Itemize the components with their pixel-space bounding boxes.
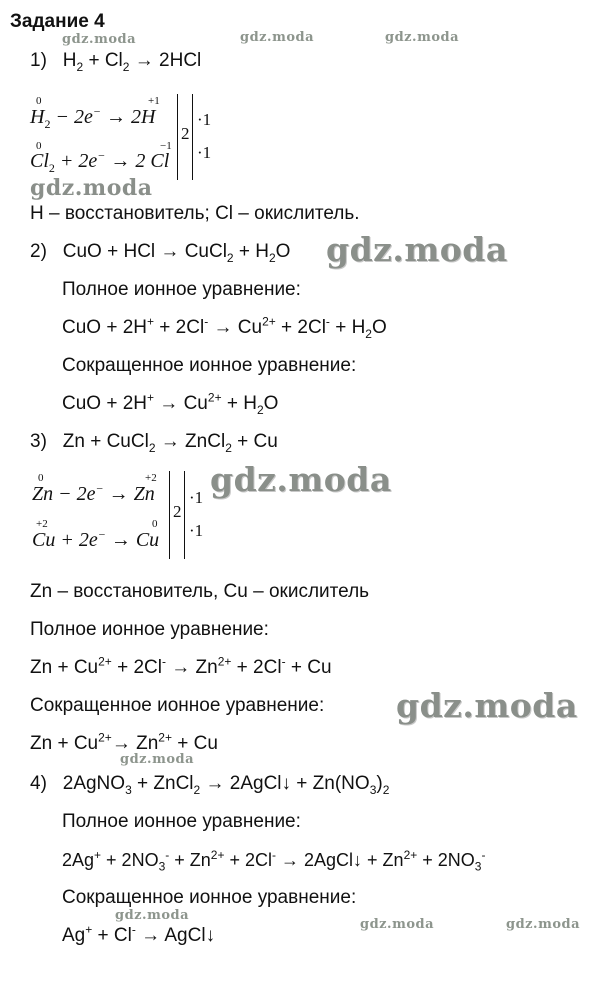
solution-page: Задание 4 1) $H_2 + Cl_2 \to 2HCl$ 0 +1 $H_2 - 2e^- \to 2H$ 0 −1 $Cl_2 + 2e^- \to 2$ Cl 2 ·1 ·1 H – восстановитель; Cl – окислитель. 2) CuO + HCl → CuCl$_2$ + $H_2O$ Полное ионное уравнение: CuO + $2H^+ + 2Cl^- \to Cu^{2+} + 2Cl^- + H_2O$ Сокращенное ионное уравнение: CuO + $2H^+ \to Cu^{2+} + H_2O$ 3) Zn + CuCl$_2$ → ZnCl$_2$ + Cu 0 +2 Zn − 2e− → Zn +2 0 Cu + 2e− → Cu 2 ·1 ·1 Zn – восстановитель, Cu – окислитель Полное ионное уравнение: $Zn + Cu^{2+} + 2Cl^- \to Zn^{2+} + 2Cl^- + Cu$ Сокращенное ионное уравнение: $Zn + Cu^{2+}\to Zn^{2+} + Cu$ 4) 2AgNO$_3$ + ZnCl$_2$ → 2AgCl↓ + $Zn(NO_3)_2$ Полное ионное уравнение: $2Ag^+ + 2NO_3^- + Zn^{2+} + 2Cl^-$ → 2AgCl↓ + $Zn^{2+} + 2NO_3^-$ Сокращенное ионное уравнение: Ag+ + Cl- → AgCl↓ gdz.moda gdz.moda gdz.moda gdz.moda gdz.moda gdz.moda gdz.moda gdz.moda gdz.moda gdz.moda gdz.moda <box>10 11 581 946</box>
task-3-roles: Zn – восстановитель, Cu – окислитель <box>30 581 370 602</box>
task-2-full-label: Полное ионное уравнение: <box>62 279 301 300</box>
task-4-short-ionic: Ag+ + Cl- → AgCl↓ <box>62 922 216 946</box>
task-1-number: 1) <box>30 50 47 71</box>
balance-lcm: 2 <box>173 502 182 521</box>
task-4-full-label: Полное ионное уравнение: <box>62 811 301 832</box>
watermark: gdz.moda <box>385 30 460 45</box>
watermark: gdz.moda <box>210 460 392 499</box>
watermark: gdz.moda <box>360 917 435 932</box>
task-3-number: 3) <box>30 431 47 452</box>
watermark: gdz.moda <box>326 230 508 269</box>
page-title: Задание 4 <box>10 11 105 32</box>
balance-row-oxidation: Zn − 2e− → Zn <box>32 481 155 505</box>
balance-divider <box>169 471 170 559</box>
task-4-equation: 4) 2AgNO$_3$ + ZnCl$_2$ → 2AgCl↓ + $Zn(NO_3)_2$ <box>30 773 390 797</box>
task-4-full-ionic: $2Ag^+ + 2NO_3^- + Zn^{2+} + 2Cl^-$ → 2AgCl↓ + $Zn^{2+} + 2NO_3^-$ <box>62 848 486 874</box>
watermark: gdz.moda <box>396 686 578 725</box>
task-3-full-label: Полное ионное уравнение: <box>30 619 269 640</box>
balance-row-reduction: $Cl_2 + 2e^- \to 2$ Cl <box>30 148 170 175</box>
task-4-number: 4) <box>30 773 47 794</box>
balance-lcm: 2 <box>181 124 190 143</box>
watermark: gdz.moda <box>506 917 581 932</box>
task-2-full-ionic: CuO + $2H^+ + 2Cl^- \to Cu^{2+} + 2Cl^- + H_2O$ <box>62 314 387 341</box>
task-1-roles: H – восстановитель; Cl – окислитель. <box>30 203 360 224</box>
balance-divider <box>192 94 193 180</box>
task-4-short-label: Сокращенное ионное уравнение: <box>62 887 357 908</box>
balance-divider <box>184 471 185 559</box>
watermark: gdz.moda <box>62 32 137 47</box>
balance-row-reduction: Cu + 2e− → Cu <box>32 527 160 551</box>
task-2-short-ionic: CuO + $2H^+ \to Cu^{2+} + H_2O$ <box>62 390 279 417</box>
balance-divider <box>177 94 178 180</box>
watermark: gdz.moda <box>120 752 195 767</box>
task-3-full-ionic: $Zn + Cu^{2+} + 2Cl^- \to Zn^{2+} + 2Cl^- + Cu$ <box>30 654 332 678</box>
task-2-equation: 2) CuO + HCl → CuCl$_2$ + $H_2O$ <box>30 241 291 265</box>
task-1-equation: 1) $H_2 + Cl_2 \to 2HCl$ <box>30 50 202 74</box>
watermark: gdz.moda <box>240 30 315 45</box>
task-3-short-ionic: $Zn + Cu^{2+}\to Zn^{2+} + Cu$ <box>30 730 218 754</box>
task-2-number: 2) <box>30 241 47 262</box>
watermark: gdz.moda <box>30 175 153 201</box>
task-3-equation: 3) Zn + CuCl$_2$ → ZnCl$_2$ + Cu <box>30 431 278 455</box>
task-3-short-label: Сокращенное ионное уравнение: <box>30 695 325 716</box>
watermark: gdz.moda <box>115 908 190 923</box>
task-2-short-label: Сокращенное ионное уравнение: <box>62 355 357 376</box>
balance-row-oxidation: $H_2 - 2e^- \to 2H$ <box>30 104 156 131</box>
